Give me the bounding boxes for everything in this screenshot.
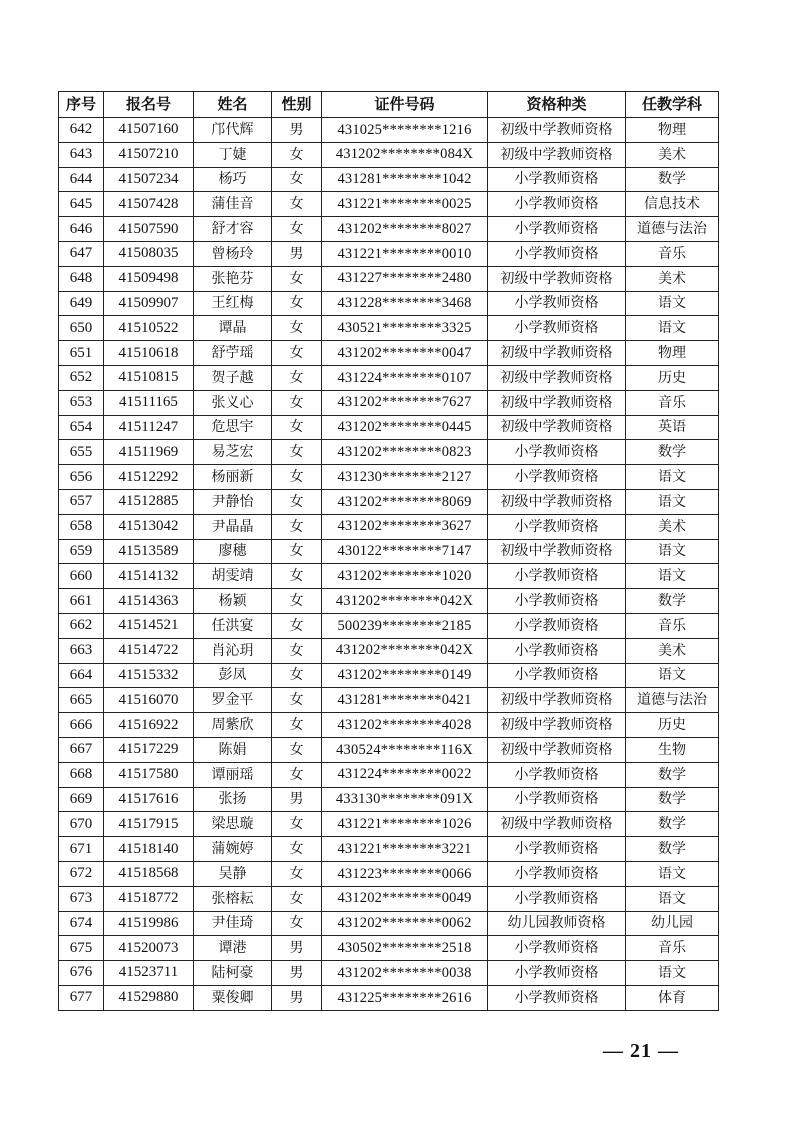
teaching-subject-cell: 数学 xyxy=(626,762,719,787)
qualification-type-cell: 小学教师资格 xyxy=(488,167,626,192)
id-number-cell: 431202********0049 xyxy=(322,886,488,911)
gender-cell: 男 xyxy=(272,961,322,986)
id-number-cell: 431281********1042 xyxy=(322,167,488,192)
serial-number-cell: 660 xyxy=(59,564,104,589)
gender-cell: 女 xyxy=(272,266,322,291)
gender-cell: 女 xyxy=(272,489,322,514)
name-cell: 张榕耘 xyxy=(194,886,272,911)
gender-cell: 女 xyxy=(272,663,322,688)
qualification-type-cell: 小学教师资格 xyxy=(488,316,626,341)
id-number-cell: 431221********0025 xyxy=(322,192,488,217)
header-gender: 性别 xyxy=(272,92,322,118)
teaching-subject-cell: 语文 xyxy=(626,539,719,564)
name-cell: 彭凤 xyxy=(194,663,272,688)
registration-number-cell: 41507210 xyxy=(104,142,194,167)
registration-number-cell: 41517580 xyxy=(104,762,194,787)
table-row xyxy=(59,118,719,143)
gender-cell: 女 xyxy=(272,465,322,490)
qualification-type-cell: 小学教师资格 xyxy=(488,192,626,217)
serial-number-cell: 651 xyxy=(59,341,104,366)
qualification-type-cell: 初级中学教师资格 xyxy=(488,688,626,713)
qualification-type-cell: 小学教师资格 xyxy=(488,638,626,663)
id-number-cell: 431221********0010 xyxy=(322,241,488,266)
table-row xyxy=(59,886,719,911)
registration-number-cell: 41517229 xyxy=(104,737,194,762)
gender-cell: 女 xyxy=(272,217,322,242)
id-number-cell: 431202********7627 xyxy=(322,390,488,415)
name-cell: 粟俊卿 xyxy=(194,985,272,1010)
table-row xyxy=(59,465,719,490)
registration-number-cell: 41514722 xyxy=(104,638,194,663)
qualification-type-cell: 小学教师资格 xyxy=(488,837,626,862)
registration-number-cell: 41516922 xyxy=(104,713,194,738)
gender-cell: 女 xyxy=(272,316,322,341)
teaching-subject-cell: 音乐 xyxy=(626,241,719,266)
serial-number-cell: 646 xyxy=(59,217,104,242)
qualification-type-cell: 初级中学教师资格 xyxy=(488,489,626,514)
table-row xyxy=(59,936,719,961)
name-cell: 肖沁玥 xyxy=(194,638,272,663)
gender-cell: 男 xyxy=(272,985,322,1010)
qualification-type-cell: 小学教师资格 xyxy=(488,589,626,614)
registration-number-cell: 41514521 xyxy=(104,613,194,638)
teaching-subject-cell: 幼儿园 xyxy=(626,911,719,936)
qualification-type-cell: 小学教师资格 xyxy=(488,663,626,688)
id-number-cell: 431202********042X xyxy=(322,589,488,614)
qualification-type-cell: 初级中学教师资格 xyxy=(488,142,626,167)
table-row xyxy=(59,291,719,316)
serial-number-cell: 673 xyxy=(59,886,104,911)
teaching-subject-cell: 英语 xyxy=(626,415,719,440)
header-qualification-type: 资格种类 xyxy=(488,92,626,118)
name-cell: 杨巧 xyxy=(194,167,272,192)
teaching-subject-cell: 体育 xyxy=(626,985,719,1010)
name-cell: 吴静 xyxy=(194,861,272,886)
serial-number-cell: 662 xyxy=(59,613,104,638)
serial-number-cell: 663 xyxy=(59,638,104,663)
gender-cell: 女 xyxy=(272,514,322,539)
table-row xyxy=(59,192,719,217)
teaching-subject-cell: 语文 xyxy=(626,861,719,886)
qualification-type-cell: 小学教师资格 xyxy=(488,936,626,961)
teaching-subject-cell: 语文 xyxy=(626,291,719,316)
gender-cell: 女 xyxy=(272,713,322,738)
name-cell: 谭港 xyxy=(194,936,272,961)
teaching-subject-cell: 数学 xyxy=(626,837,719,862)
gender-cell: 女 xyxy=(272,415,322,440)
registration-number-cell: 41518772 xyxy=(104,886,194,911)
qualification-type-cell: 小学教师资格 xyxy=(488,613,626,638)
table-row xyxy=(59,663,719,688)
teaching-subject-cell: 历史 xyxy=(626,365,719,390)
serial-number-cell: 667 xyxy=(59,737,104,762)
id-number-cell: 431221********3221 xyxy=(322,837,488,862)
table-row xyxy=(59,514,719,539)
registration-number-cell: 41513042 xyxy=(104,514,194,539)
serial-number-cell: 669 xyxy=(59,787,104,812)
serial-number-cell: 671 xyxy=(59,837,104,862)
gender-cell: 女 xyxy=(272,638,322,663)
gender-cell: 女 xyxy=(272,688,322,713)
id-number-cell: 431202********0823 xyxy=(322,440,488,465)
registration-number-cell: 41512885 xyxy=(104,489,194,514)
table-row xyxy=(59,489,719,514)
header-serial-number: 序号 xyxy=(59,92,104,118)
registration-number-cell: 41507160 xyxy=(104,118,194,143)
name-cell: 尹晶晶 xyxy=(194,514,272,539)
registration-number-cell: 41520073 xyxy=(104,936,194,961)
gender-cell: 女 xyxy=(272,440,322,465)
serial-number-cell: 647 xyxy=(59,241,104,266)
page-number: — 21 — xyxy=(603,1040,679,1062)
name-cell: 尹佳琦 xyxy=(194,911,272,936)
teaching-subject-cell: 物理 xyxy=(626,118,719,143)
table-row xyxy=(59,688,719,713)
qualification-type-cell: 小学教师资格 xyxy=(488,241,626,266)
name-cell: 任洪宴 xyxy=(194,613,272,638)
name-cell: 张艳芬 xyxy=(194,266,272,291)
header-row xyxy=(59,92,719,118)
gender-cell: 女 xyxy=(272,812,322,837)
qualification-type-cell: 小学教师资格 xyxy=(488,465,626,490)
registration-number-cell: 41518140 xyxy=(104,837,194,862)
teaching-subject-cell: 语文 xyxy=(626,564,719,589)
qualification-type-cell: 小学教师资格 xyxy=(488,886,626,911)
serial-number-cell: 670 xyxy=(59,812,104,837)
serial-number-cell: 665 xyxy=(59,688,104,713)
registration-number-cell: 41507590 xyxy=(104,217,194,242)
gender-cell: 女 xyxy=(272,886,322,911)
table-row xyxy=(59,861,719,886)
gender-cell: 女 xyxy=(272,613,322,638)
name-cell: 蒲佳音 xyxy=(194,192,272,217)
teaching-subject-cell: 物理 xyxy=(626,341,719,366)
teaching-subject-cell: 语文 xyxy=(626,663,719,688)
qualification-type-cell: 小学教师资格 xyxy=(488,787,626,812)
registration-number-cell: 41507234 xyxy=(104,167,194,192)
serial-number-cell: 672 xyxy=(59,861,104,886)
id-number-cell: 431224********0022 xyxy=(322,762,488,787)
registration-number-cell: 41510522 xyxy=(104,316,194,341)
serial-number-cell: 668 xyxy=(59,762,104,787)
registration-number-cell: 41518568 xyxy=(104,861,194,886)
gender-cell: 女 xyxy=(272,167,322,192)
qualification-type-cell: 小学教师资格 xyxy=(488,861,626,886)
header-name: 姓名 xyxy=(194,92,272,118)
name-cell: 舒才容 xyxy=(194,217,272,242)
qualification-type-cell: 初级中学教师资格 xyxy=(488,118,626,143)
serial-number-cell: 643 xyxy=(59,142,104,167)
table-row xyxy=(59,911,719,936)
teaching-subject-cell: 语文 xyxy=(626,316,719,341)
teaching-subject-cell: 数学 xyxy=(626,787,719,812)
table-row xyxy=(59,241,719,266)
qualification-type-cell: 初级中学教师资格 xyxy=(488,266,626,291)
id-number-cell: 431202********4028 xyxy=(322,713,488,738)
teaching-subject-cell: 音乐 xyxy=(626,936,719,961)
teaching-subject-cell: 数学 xyxy=(626,167,719,192)
header-registration-number: 报名号 xyxy=(104,92,194,118)
registration-number-cell: 41516070 xyxy=(104,688,194,713)
table-row xyxy=(59,316,719,341)
serial-number-cell: 648 xyxy=(59,266,104,291)
gender-cell: 女 xyxy=(272,861,322,886)
gender-cell: 女 xyxy=(272,192,322,217)
gender-cell: 女 xyxy=(272,365,322,390)
registration-number-cell: 41510815 xyxy=(104,365,194,390)
id-number-cell: 431202********8027 xyxy=(322,217,488,242)
serial-number-cell: 644 xyxy=(59,167,104,192)
serial-number-cell: 659 xyxy=(59,539,104,564)
name-cell: 尹静怡 xyxy=(194,489,272,514)
teaching-subject-cell: 语文 xyxy=(626,465,719,490)
qualification-type-cell: 小学教师资格 xyxy=(488,514,626,539)
id-number-cell: 431221********1026 xyxy=(322,812,488,837)
gender-cell: 男 xyxy=(272,241,322,266)
id-number-cell: 431202********8069 xyxy=(322,489,488,514)
table-row xyxy=(59,713,719,738)
serial-number-cell: 645 xyxy=(59,192,104,217)
id-number-cell: 431202********0149 xyxy=(322,663,488,688)
table-row xyxy=(59,961,719,986)
id-number-cell: 431281********0421 xyxy=(322,688,488,713)
registration-number-cell: 41517915 xyxy=(104,812,194,837)
id-number-cell: 431224********0107 xyxy=(322,365,488,390)
teaching-subject-cell: 数学 xyxy=(626,440,719,465)
teaching-subject-cell: 美术 xyxy=(626,142,719,167)
name-cell: 罗金平 xyxy=(194,688,272,713)
registration-number-cell: 41508035 xyxy=(104,241,194,266)
qualification-type-cell: 初级中学教师资格 xyxy=(488,539,626,564)
qualification-type-cell: 小学教师资格 xyxy=(488,564,626,589)
teaching-subject-cell: 生物 xyxy=(626,737,719,762)
registration-number-cell: 41523711 xyxy=(104,961,194,986)
id-number-cell: 431202********084X xyxy=(322,142,488,167)
registration-number-cell: 41511165 xyxy=(104,390,194,415)
id-number-cell: 433130********091X xyxy=(322,787,488,812)
gender-cell: 女 xyxy=(272,589,322,614)
table-row xyxy=(59,613,719,638)
serial-number-cell: 658 xyxy=(59,514,104,539)
name-cell: 贺子越 xyxy=(194,365,272,390)
serial-number-cell: 650 xyxy=(59,316,104,341)
table-row xyxy=(59,564,719,589)
id-number-cell: 430122********7147 xyxy=(322,539,488,564)
registration-number-cell: 41507428 xyxy=(104,192,194,217)
gender-cell: 男 xyxy=(272,118,322,143)
table-row xyxy=(59,539,719,564)
registration-number-cell: 41517616 xyxy=(104,787,194,812)
qualification-type-cell: 小学教师资格 xyxy=(488,762,626,787)
id-number-cell: 431202********3627 xyxy=(322,514,488,539)
table-row xyxy=(59,142,719,167)
name-cell: 危思宇 xyxy=(194,415,272,440)
registration-number-cell: 41510618 xyxy=(104,341,194,366)
registration-number-cell: 41511969 xyxy=(104,440,194,465)
serial-number-cell: 655 xyxy=(59,440,104,465)
table-row xyxy=(59,638,719,663)
roster-table xyxy=(58,91,719,1011)
name-cell: 陆柯豪 xyxy=(194,961,272,986)
id-number-cell: 431230********2127 xyxy=(322,465,488,490)
name-cell: 谭丽瑶 xyxy=(194,762,272,787)
teaching-subject-cell: 历史 xyxy=(626,713,719,738)
qualification-type-cell: 初级中学教师资格 xyxy=(488,390,626,415)
serial-number-cell: 642 xyxy=(59,118,104,143)
name-cell: 张义心 xyxy=(194,390,272,415)
header-id-number: 证件号码 xyxy=(322,92,488,118)
id-number-cell: 431202********0038 xyxy=(322,961,488,986)
serial-number-cell: 652 xyxy=(59,365,104,390)
serial-number-cell: 649 xyxy=(59,291,104,316)
gender-cell: 女 xyxy=(272,564,322,589)
registration-number-cell: 41511247 xyxy=(104,415,194,440)
gender-cell: 女 xyxy=(272,539,322,564)
name-cell: 丁婕 xyxy=(194,142,272,167)
gender-cell: 女 xyxy=(272,762,322,787)
qualification-type-cell: 初级中学教师资格 xyxy=(488,812,626,837)
id-number-cell: 430521********3325 xyxy=(322,316,488,341)
gender-cell: 女 xyxy=(272,837,322,862)
id-number-cell: 431202********1020 xyxy=(322,564,488,589)
qualification-type-cell: 小学教师资格 xyxy=(488,291,626,316)
serial-number-cell: 676 xyxy=(59,961,104,986)
teaching-subject-cell: 音乐 xyxy=(626,613,719,638)
serial-number-cell: 657 xyxy=(59,489,104,514)
qualification-type-cell: 初级中学教师资格 xyxy=(488,365,626,390)
gender-cell: 女 xyxy=(272,341,322,366)
id-number-cell: 500239********2185 xyxy=(322,613,488,638)
serial-number-cell: 661 xyxy=(59,589,104,614)
name-cell: 曾杨玲 xyxy=(194,241,272,266)
registration-number-cell: 41514132 xyxy=(104,564,194,589)
registration-number-cell: 41512292 xyxy=(104,465,194,490)
name-cell: 周紫欣 xyxy=(194,713,272,738)
id-number-cell: 431202********0062 xyxy=(322,911,488,936)
gender-cell: 男 xyxy=(272,787,322,812)
id-number-cell: 430524********116X xyxy=(322,737,488,762)
name-cell: 廖穗 xyxy=(194,539,272,564)
name-cell: 陈娟 xyxy=(194,737,272,762)
name-cell: 易芝宏 xyxy=(194,440,272,465)
table-row xyxy=(59,837,719,862)
gender-cell: 女 xyxy=(272,142,322,167)
table-row xyxy=(59,812,719,837)
id-number-cell: 431025********1216 xyxy=(322,118,488,143)
qualification-type-cell: 小学教师资格 xyxy=(488,440,626,465)
table-row xyxy=(59,440,719,465)
teaching-subject-cell: 数学 xyxy=(626,812,719,837)
qualification-type-cell: 初级中学教师资格 xyxy=(488,415,626,440)
name-cell: 梁思璇 xyxy=(194,812,272,837)
table-row xyxy=(59,217,719,242)
teaching-subject-cell: 道德与法治 xyxy=(626,217,719,242)
table-row xyxy=(59,341,719,366)
gender-cell: 女 xyxy=(272,390,322,415)
teaching-subject-cell: 信息技术 xyxy=(626,192,719,217)
id-number-cell: 431202********0047 xyxy=(322,341,488,366)
table-row xyxy=(59,762,719,787)
id-number-cell: 431202********0445 xyxy=(322,415,488,440)
teaching-subject-cell: 美术 xyxy=(626,266,719,291)
id-number-cell: 431202********042X xyxy=(322,638,488,663)
gender-cell: 男 xyxy=(272,936,322,961)
registration-number-cell: 41514363 xyxy=(104,589,194,614)
id-number-cell: 431228********3468 xyxy=(322,291,488,316)
serial-number-cell: 654 xyxy=(59,415,104,440)
table-row xyxy=(59,390,719,415)
teaching-subject-cell: 美术 xyxy=(626,514,719,539)
serial-number-cell: 664 xyxy=(59,663,104,688)
registration-number-cell: 41529880 xyxy=(104,985,194,1010)
registration-number-cell: 41509498 xyxy=(104,266,194,291)
serial-number-cell: 656 xyxy=(59,465,104,490)
table-row xyxy=(59,266,719,291)
serial-number-cell: 674 xyxy=(59,911,104,936)
serial-number-cell: 666 xyxy=(59,713,104,738)
qualification-type-cell: 小学教师资格 xyxy=(488,985,626,1010)
serial-number-cell: 675 xyxy=(59,936,104,961)
table-row xyxy=(59,985,719,1010)
name-cell: 张扬 xyxy=(194,787,272,812)
registration-number-cell: 41513589 xyxy=(104,539,194,564)
name-cell: 谭晶 xyxy=(194,316,272,341)
qualification-type-cell: 初级中学教师资格 xyxy=(488,713,626,738)
serial-number-cell: 653 xyxy=(59,390,104,415)
id-number-cell: 431223********0066 xyxy=(322,861,488,886)
table-row xyxy=(59,589,719,614)
teaching-subject-cell: 音乐 xyxy=(626,390,719,415)
registration-number-cell: 41509907 xyxy=(104,291,194,316)
table-row xyxy=(59,167,719,192)
gender-cell: 女 xyxy=(272,911,322,936)
registration-number-cell: 41515332 xyxy=(104,663,194,688)
table-row xyxy=(59,365,719,390)
id-number-cell: 431225********2616 xyxy=(322,985,488,1010)
gender-cell: 女 xyxy=(272,737,322,762)
table-row xyxy=(59,787,719,812)
name-cell: 杨丽新 xyxy=(194,465,272,490)
name-cell: 蒲婉婷 xyxy=(194,837,272,862)
table-row xyxy=(59,737,719,762)
teaching-subject-cell: 道德与法治 xyxy=(626,688,719,713)
name-cell: 胡雯靖 xyxy=(194,564,272,589)
qualification-type-cell: 幼儿园教师资格 xyxy=(488,911,626,936)
qualification-type-cell: 初级中学教师资格 xyxy=(488,341,626,366)
id-number-cell: 431227********2480 xyxy=(322,266,488,291)
name-cell: 邝代辉 xyxy=(194,118,272,143)
qualification-type-cell: 小学教师资格 xyxy=(488,961,626,986)
qualification-type-cell: 初级中学教师资格 xyxy=(488,737,626,762)
qualification-type-cell: 小学教师资格 xyxy=(488,217,626,242)
id-number-cell: 430502********2518 xyxy=(322,936,488,961)
name-cell: 舒苧瑶 xyxy=(194,341,272,366)
teaching-subject-cell: 数学 xyxy=(626,589,719,614)
name-cell: 杨颖 xyxy=(194,589,272,614)
name-cell: 王红梅 xyxy=(194,291,272,316)
teaching-subject-cell: 语文 xyxy=(626,961,719,986)
teaching-subject-cell: 美术 xyxy=(626,638,719,663)
teaching-subject-cell: 语文 xyxy=(626,886,719,911)
teaching-subject-cell: 语文 xyxy=(626,489,719,514)
serial-number-cell: 677 xyxy=(59,985,104,1010)
header-teaching-subject: 任教学科 xyxy=(626,92,719,118)
registration-number-cell: 41519986 xyxy=(104,911,194,936)
gender-cell: 女 xyxy=(272,291,322,316)
table-row xyxy=(59,415,719,440)
